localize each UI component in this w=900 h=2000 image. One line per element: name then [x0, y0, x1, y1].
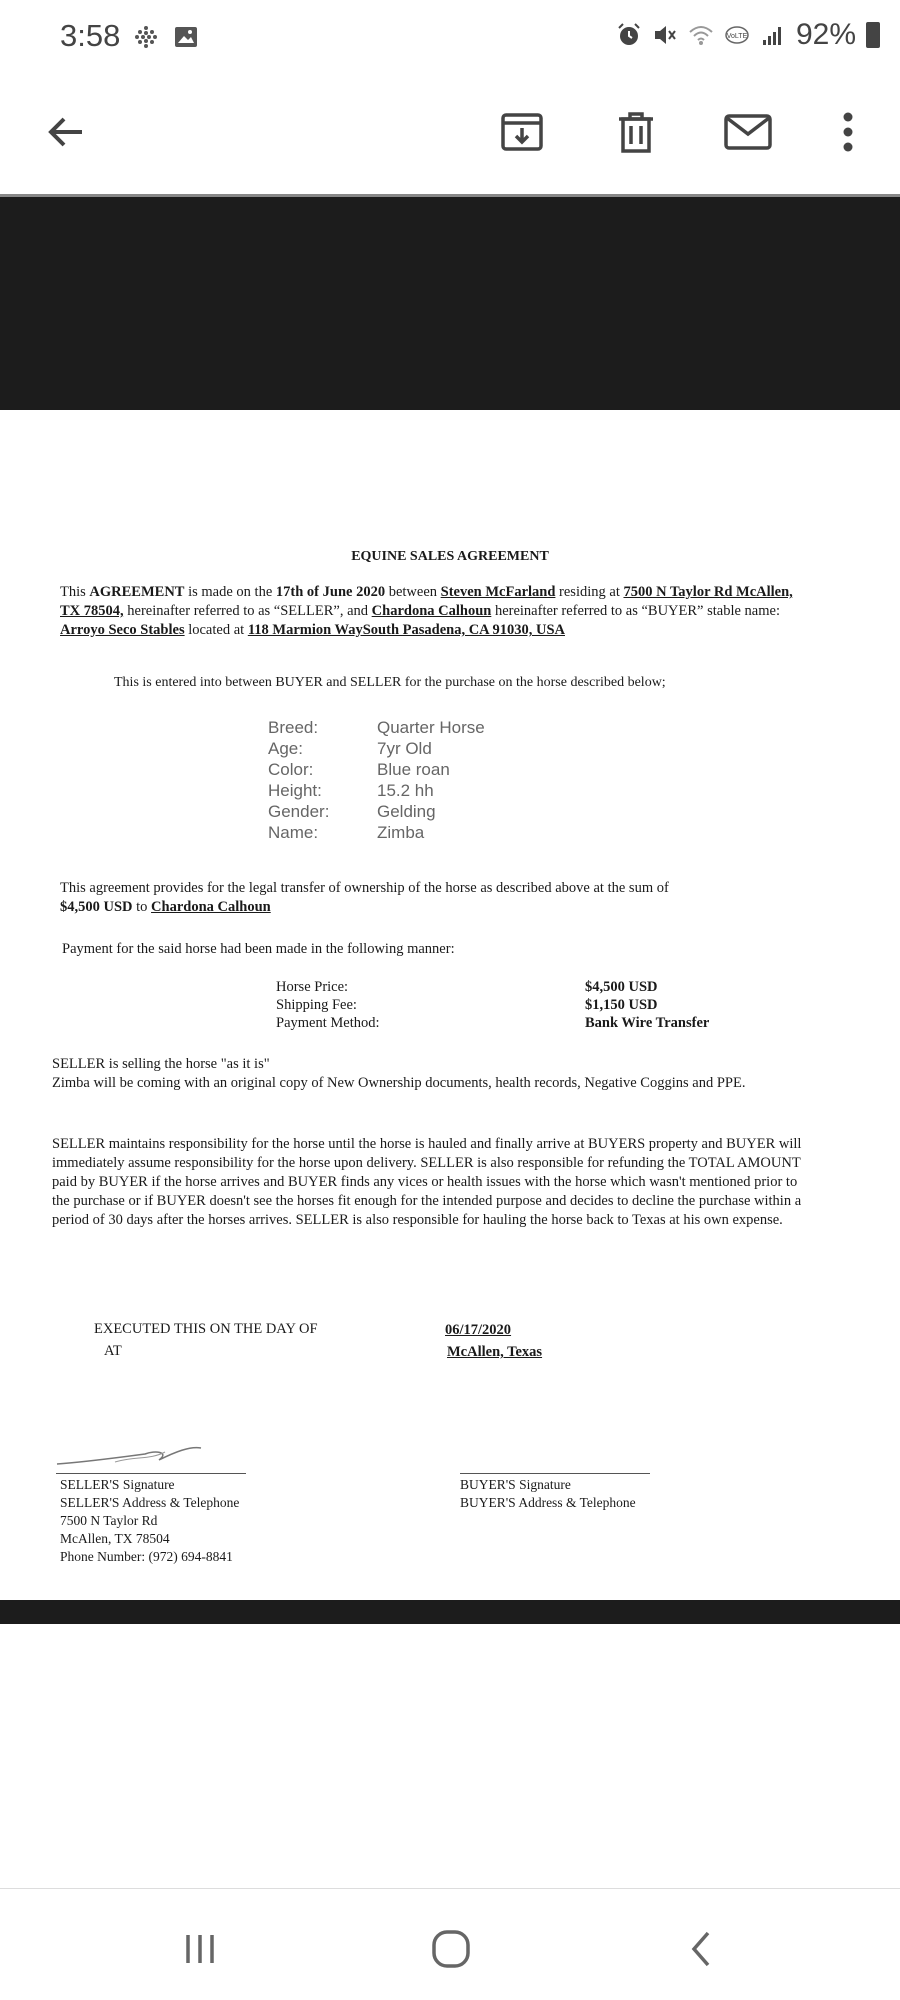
- responsibility-paragraph: SELLER maintains responsibility for the horse until the horse is hauled and finally arrive at BUYERS property and BUYER will immediately assume responsibility for the horse upon delivery. SELLER is also responsible for refunding the TOTAL AMOUNT paid by BUYER if the horse arrives and BUYER finds any vices or health issues with the horse which wasn't mentioned prior to the purchase or if BUYER doesn't see the horses fit enough for the intended purpose and decides to decline the purchase within a period of 30 days after the horses arrives. SELLER is also responsible for hauling the horse back to Texas at his own expense.: [52, 1136, 802, 1228]
- buyer-signature-block: [460, 1476, 636, 1512]
- delete-icon: [613, 109, 659, 155]
- payment-row: [276, 1014, 709, 1032]
- horse-specs: [268, 717, 485, 843]
- mute-icon: [652, 22, 678, 48]
- seller-signature-block: [60, 1476, 239, 1566]
- intro-text: This: [60, 584, 90, 600]
- payment-label: Horse Price:: [276, 979, 349, 995]
- transfer-recipient: Chardona Calhoun: [151, 899, 271, 915]
- as-is-paragraph: [52, 1055, 762, 1093]
- documents-line: Zimba will be coming with an original copy of New Ownership documents, health records, Negative Coggins and PPE.: [52, 1075, 746, 1091]
- nav-back-button[interactable]: [672, 1919, 732, 1979]
- executed-label: EXECUTED THIS ON THE DAY OF: [94, 1321, 318, 1337]
- alarm-icon: [616, 22, 642, 48]
- back-arrow-icon: [44, 110, 88, 154]
- seller-sig-line: SELLER'S Signature: [60, 1477, 175, 1492]
- spec-row: [268, 822, 485, 843]
- spec-row: [268, 801, 485, 822]
- battery-icon: [866, 22, 880, 48]
- spec-label: Name:: [268, 823, 319, 842]
- archive-icon: [499, 109, 545, 155]
- mail-icon: [723, 109, 773, 155]
- app-toolbar: [0, 76, 900, 196]
- more-vert-icon: [838, 109, 858, 155]
- spec-row: [268, 738, 485, 759]
- spec-row: [268, 717, 485, 738]
- delete-button[interactable]: [608, 104, 664, 160]
- intro-text: hereinafter referred to as “BUYER” stable name:: [491, 603, 780, 619]
- recents-button[interactable]: [170, 1919, 230, 1979]
- document-title: EQUINE SALES AGREEMENT: [351, 549, 549, 564]
- buyer-name: Chardona Calhoun: [371, 603, 492, 619]
- svg-text:VoLTE: VoLTE: [726, 33, 748, 40]
- agreement-date: 17th of June 2020: [275, 584, 386, 600]
- back-button[interactable]: [38, 104, 94, 160]
- payment-row: [276, 978, 709, 996]
- dots-grid-icon: [133, 24, 159, 50]
- spec-value: 7yr Old: [377, 739, 432, 758]
- payment-value: Bank Wire Transfer: [585, 1015, 710, 1031]
- image-icon: [173, 24, 199, 50]
- spec-value: 15.2 hh: [377, 781, 434, 800]
- recents-icon: [180, 1929, 220, 1969]
- intro-text: is made on the: [184, 584, 276, 600]
- seller-sig-line: Phone Number: (972) 694-8841: [60, 1549, 233, 1564]
- spec-label: Gender:: [268, 802, 330, 821]
- payment-label: Shipping Fee:: [276, 997, 357, 1013]
- spec-row: [268, 780, 485, 801]
- executed-date: 06/17/2020: [445, 1322, 512, 1338]
- transfer-paragraph: [60, 879, 800, 917]
- payment-label: Payment Method:: [276, 1015, 380, 1031]
- intro-text: hereinafter referred to as “SELLER”, and: [123, 603, 372, 619]
- executed-place: McAllen, Texas: [447, 1344, 543, 1360]
- status-time: 3:58: [60, 18, 121, 53]
- intro-text: between: [385, 584, 441, 600]
- archive-button[interactable]: [494, 104, 550, 160]
- spec-value: Zimba: [377, 823, 425, 842]
- signal-icon: [760, 22, 786, 48]
- payment-value: $1,150 USD: [585, 997, 658, 1013]
- seller-sig-line: McAllen, TX 78504: [60, 1531, 170, 1546]
- transfer-amount: $4,500 USD: [60, 899, 133, 915]
- wifi-icon: [688, 22, 714, 48]
- entered-statement: This is entered into between BUYER and SELLER for the purchase on the horse described below;: [114, 675, 666, 690]
- spec-label: Breed:: [268, 718, 319, 737]
- battery-percent: 92%: [795, 18, 856, 51]
- spec-label: Age:: [268, 739, 303, 758]
- home-icon: [429, 1927, 473, 1971]
- volte-icon: [724, 22, 750, 48]
- spec-label: Height:: [268, 781, 322, 800]
- spec-value: Quarter Horse: [377, 718, 485, 737]
- payment-value: $4,500 USD: [585, 979, 658, 995]
- stable-name: Arroyo Seco Stables: [60, 622, 185, 638]
- seller-sig-line: SELLER'S Address & Telephone: [60, 1495, 240, 1510]
- as-is-line: SELLER is selling the horse "as it is": [52, 1056, 270, 1072]
- viewer-dark-band-top: [0, 194, 900, 410]
- spec-value: Blue roan: [377, 760, 450, 779]
- spec-value: Gelding: [377, 802, 436, 821]
- seller-name: Steven McFarland: [440, 584, 556, 600]
- transfer-text: to: [132, 899, 152, 915]
- agreement-document: [0, 410, 900, 1600]
- intro-text: located at: [184, 622, 248, 638]
- seller-signature-scribble: [55, 1440, 205, 1470]
- status-bar: [0, 0, 900, 76]
- back-icon: [682, 1929, 722, 1969]
- transfer-text: This agreement provides for the legal transfer of ownership of the horse as described above at the sum of: [60, 880, 669, 896]
- mark-unread-button[interactable]: [720, 104, 776, 160]
- viewer-dark-band-bottom: [0, 1600, 900, 1624]
- payment-table: [276, 978, 709, 1032]
- intro-text: residing at: [555, 584, 624, 600]
- payment-intro: Payment for the said horse had been made in the following manner:: [62, 941, 455, 957]
- intro-paragraph: [60, 583, 798, 640]
- buyer-sig-line: BUYER'S Signature: [460, 1477, 571, 1492]
- buyer-sig-line: BUYER'S Address & Telephone: [460, 1495, 636, 1510]
- spec-label: Color:: [268, 760, 314, 779]
- home-button[interactable]: [421, 1919, 481, 1979]
- agreement-word: AGREEMENT: [89, 584, 185, 600]
- seller-sig-line: 7500 N Taylor Rd: [60, 1513, 158, 1528]
- spec-row: [268, 759, 485, 780]
- buyer-address: 118 Marmion WaySouth Pasadena, CA 91030, USA: [247, 622, 565, 638]
- seller-address: 7500 N Taylor Rd McAllen, TX 78504,: [60, 584, 793, 619]
- more-options-button[interactable]: [820, 104, 876, 160]
- seller-signature-line: [56, 1473, 246, 1474]
- payment-row: [276, 996, 709, 1014]
- buyer-signature-line: [460, 1473, 650, 1474]
- system-nav-bar: [0, 1888, 900, 2000]
- at-label: AT: [104, 1343, 122, 1359]
